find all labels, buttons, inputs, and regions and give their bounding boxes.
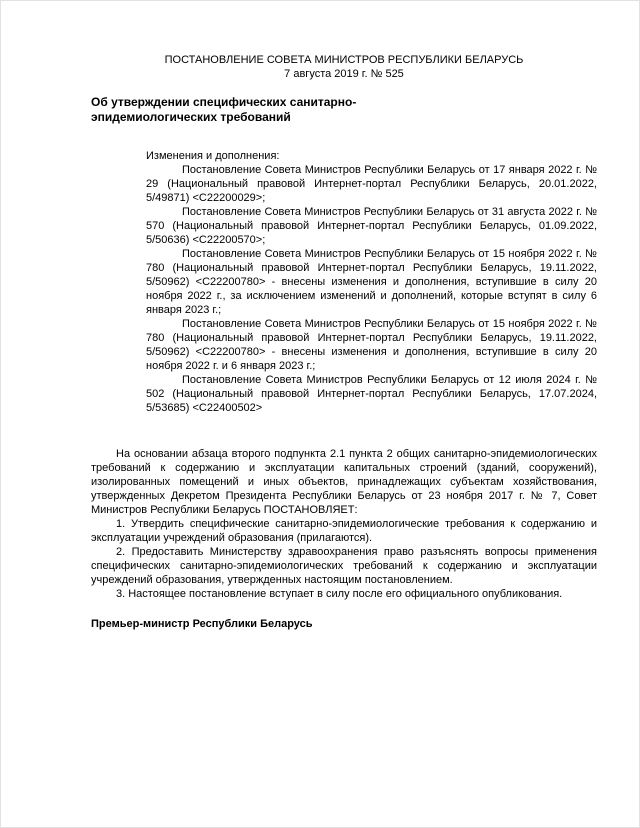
document-title: ПОСТАНОВЛЕНИЕ СОВЕТА МИНИСТРОВ РЕСПУБЛИКИ БЕЛАРУСЬ [164,54,524,66]
document-body [91,447,597,601]
document-content [1,1,639,631]
amendment-paragraph: Постановление Совета Министров Республики Беларусь от 15 ноября 2022 г. № 780 (Национальный правовой Интернет-портал Республики Беларусь, 19.11.2022, 5/50962) <C22200780> - внесены изменения и дополнения, вступившие в силу 20 ноября 2022 г. и 6 января 2023 г.; [146,318,597,372]
body-paragraph-item-3: 3. Настоящее постановление вступает в силу после его официального опубликования. [116,588,563,600]
amendments-header: Изменения и дополнения: [146,150,280,162]
amendment-paragraph: Постановление Совета Министров Республики Беларусь от 12 июля 2024 г. № 502 (Национальный правовой Интернет-портал Республики Беларусь, 17.07.2024, 5/53685) <C22400502> [146,374,597,414]
document-date-number: 7 августа 2019 г. № 525 [284,68,404,80]
body-paragraph-preamble: На основании абзаца второго подпункта 2.1 пункта 2 общих санитарно-эпидемиологических требований к содержанию и эксплуатации капитальных строений (зданий, сооружений), изолированных помещений и иных объектов, принадлежащих субъектам хозяйствования, утвержденных Декретом Президента Республики Беларусь от 23 ноября 2017 г. № 7, Совет Министров Республики Беларусь ПОСТАНОВЛЯЕТ: [91,448,597,516]
body-paragraph-item-1: 1. Утвердить специфические санитарно-эпидемиологические требования к содержанию и эксплуатации учреждений образования (прилагаются). [91,518,597,544]
document-subject: Об утверждении специфических санитарно-эпидемиологических требований [91,95,357,124]
body-paragraph-item-2: 2. Предоставить Министерству здравоохранения право разъяснять вопросы применения специфических санитарно-эпидемиологических требований к содержанию и эксплуатации учреждений образования, утвержденных настоящим постановлением. [91,546,597,586]
signature-line: Премьер-министр Республики Беларусь [91,618,313,630]
title-block [91,53,597,81]
amendment-paragraph: Постановление Совета Министров Республики Беларусь от 15 ноября 2022 г. № 780 (Национальный правовой Интернет-портал Республики Беларусь, 19.11.2022, 5/50962) <C22200780> - внесены изменения и дополнения, вступившие в силу 20 ноября 2022 г., за исключением изменений и дополнений, которые вступят в силу 6 января 2023 г.; [146,248,597,316]
amendment-paragraph: Постановление Совета Министров Республики Беларусь от 31 августа 2022 г. № 570 (Национальный правовой Интернет-портал Республики Беларусь, 01.09.2022, 5/50636) <C22200570>; [146,206,597,246]
amendments-block [146,149,597,415]
amendment-paragraph: Постановление Совета Министров Республики Беларусь от 17 января 2022 г. № 29 (Национальный правовой Интернет-портал Республики Беларусь, 20.01.2022, 5/49871) <C22200029>; [146,164,597,204]
